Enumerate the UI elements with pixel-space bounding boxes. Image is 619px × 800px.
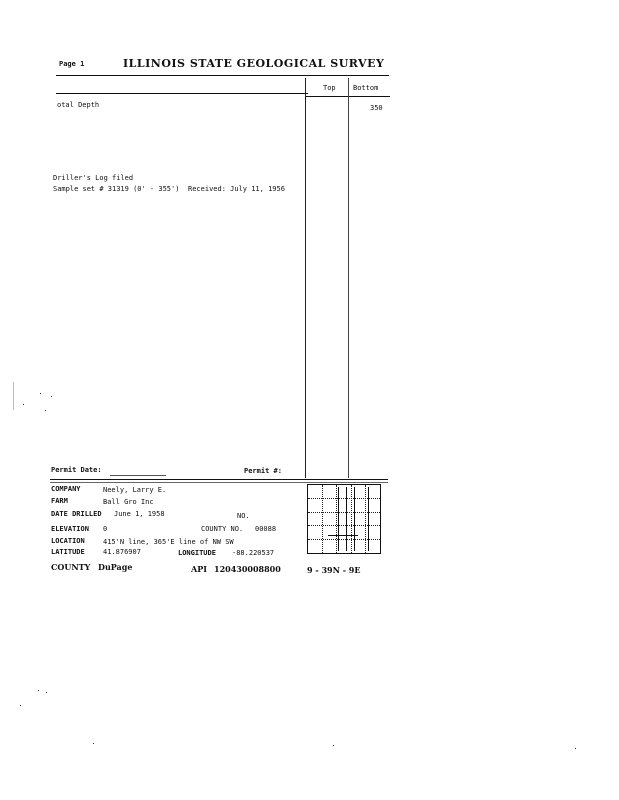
grid-line — [328, 535, 358, 536]
permit-number-label: Permit #: — [244, 467, 282, 475]
grid-line — [368, 487, 369, 551]
grid-line — [338, 487, 339, 551]
scan-speck — [46, 692, 47, 693]
scan-speck — [93, 743, 94, 744]
header-rule-top — [56, 75, 389, 76]
received-note: Received: July 11, 1956 — [188, 185, 285, 193]
location-label: LOCATION — [51, 537, 85, 545]
grid-line — [308, 498, 380, 500]
section-rule-2 — [50, 482, 388, 483]
farm-label: FARM — [51, 497, 68, 505]
company-label: COMPANY — [51, 485, 81, 493]
latitude-label: LATITUDE — [51, 548, 85, 556]
county-number-label: COUNTY NO. — [201, 525, 244, 533]
section-location-grid — [307, 484, 381, 554]
longitude-value: -88.220537 — [232, 549, 275, 557]
scan-speck — [45, 410, 46, 411]
top-column-divider — [305, 78, 306, 478]
scan-speck — [38, 690, 39, 691]
api-value: 120430008800 — [214, 564, 281, 574]
county-label: COUNTY — [51, 562, 91, 572]
grid-line — [308, 512, 380, 514]
grid-line — [308, 539, 380, 541]
api-label: API — [191, 564, 207, 574]
page-number: Page 1 — [59, 60, 85, 68]
county-value: DuPage — [98, 562, 133, 572]
header-rule-mid — [56, 93, 308, 94]
scan-speck — [40, 393, 41, 394]
total-depth-bottom: 350 — [370, 104, 383, 112]
sample-set-note: Sample set # 31319 (0' - 355') — [53, 185, 180, 193]
total-depth-label: otal Depth — [57, 101, 100, 109]
grid-line — [308, 525, 380, 527]
drillers-log-note: Driller's Log filed — [53, 174, 134, 182]
grid-line — [346, 487, 347, 551]
well-number-label: NO. — [237, 512, 250, 520]
column-header-top: Top — [323, 84, 336, 92]
elevation-value: 0 — [103, 525, 108, 533]
grid-line — [365, 485, 367, 553]
latitude-value: 41.876907 — [103, 548, 141, 556]
elevation-label: ELEVATION — [51, 525, 89, 533]
section-rule-1 — [50, 479, 388, 480]
grid-line — [354, 487, 355, 551]
company-value: Neely, Larry E. — [103, 486, 167, 494]
longitude-label: LONGITUDE — [178, 549, 216, 557]
agency-title: ILLINOIS STATE GEOLOGICAL SURVEY — [123, 57, 385, 70]
location-value: 415'N line, 365'E line of NW SW — [103, 538, 234, 546]
scan-speck — [23, 404, 24, 405]
scan-speck — [51, 396, 52, 397]
permit-date-label: Permit Date: — [51, 466, 102, 474]
bottom-column-divider — [348, 78, 349, 478]
date-drilled-label: DATE DRILLED — [51, 510, 102, 518]
section-township-range: 9 - 39N - 9E — [307, 565, 361, 575]
county-number-value: 00088 — [255, 525, 277, 533]
date-drilled-value: June 1, 1958 — [114, 510, 165, 518]
scan-speck — [333, 745, 334, 746]
grid-line — [351, 485, 353, 553]
permit-date-line — [110, 475, 166, 476]
scan-speck — [20, 705, 21, 706]
scan-speck — [13, 382, 14, 410]
column-header-bottom: Bottom — [353, 84, 379, 92]
scan-speck — [575, 748, 576, 749]
grid-line — [322, 485, 324, 553]
farm-value: Ball Gro Inc — [103, 498, 154, 506]
